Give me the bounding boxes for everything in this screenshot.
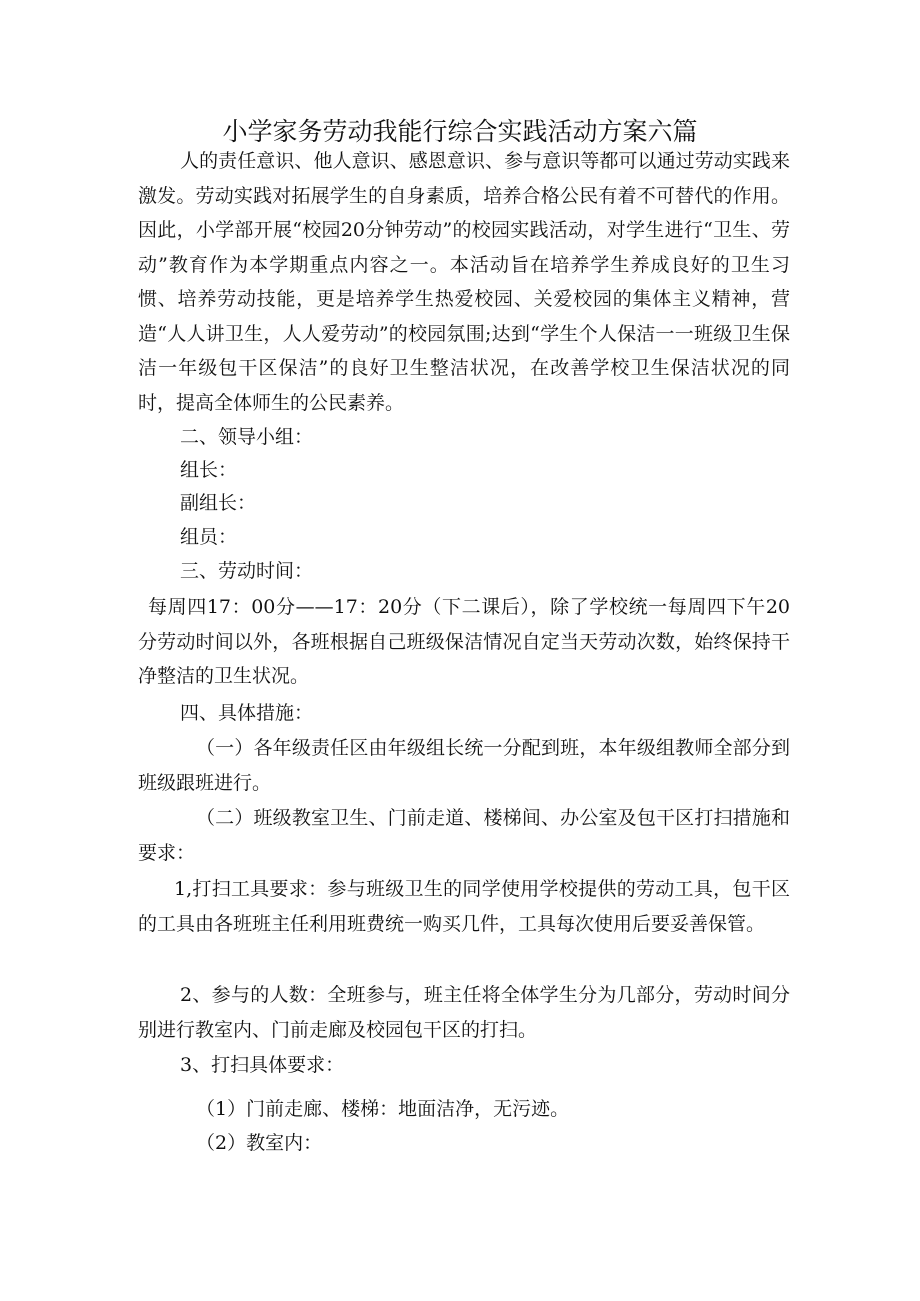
item-one-paragraph: 1,打扫工具要求：参与班级卫生的同学使用学校提供的劳动工具，包干区的工具由各班班主任利用班费统一购买几件，工具每次使用后要妥善保管。 xyxy=(138,878,790,935)
document-title: 小学家务劳动我能行综合实践活动方案六篇 xyxy=(222,117,698,146)
vice-leader-label: 副组长： xyxy=(180,492,257,514)
section-heading-time: 三、劳动时间： xyxy=(180,560,314,582)
item-two-paragraph: 2、参与的人数：全班参与，班主任将全体学生分为几部分，劳动时间分别进行教室内、门前走廊及校园包干区的打扫。 xyxy=(138,984,790,1041)
members-label: 组员： xyxy=(180,526,238,548)
measure-one-paragraph: （一）各年级责任区由年级组长统一分配到班，本年级组教师全部分到班级跟班进行。 xyxy=(138,737,790,794)
leader-label: 组长： xyxy=(180,459,238,481)
item-three-heading: 3、打扫具体要求： xyxy=(180,1054,345,1076)
section-heading-leadership: 二、领导小组： xyxy=(180,426,314,448)
measure-two-paragraph: （二）班级教室卫生、门前走道、楼梯间、办公室及包干区打扫措施和要求： xyxy=(138,807,790,864)
sub-item-one: （1）门前走廊、楼梯：地面洁净，无污迹。 xyxy=(196,1098,570,1120)
time-paragraph: 每周四17：00分——17：20分（下二课后），除了学校统一每周四下午20分劳动时间以外，各班根据自己班级保洁情况自定当天劳动次数，始终保持干净整洁的卫生状况。 xyxy=(138,596,790,687)
section-heading-measures: 四、具体措施： xyxy=(180,702,314,724)
sub-item-two: （2）教室内： xyxy=(196,1132,323,1154)
intro-paragraph: 人的责任意识、他人意识、感恩意识、参与意识等都可以通过劳动实践来激发。劳动实践对拓展学生的自身素质，培养合格公民有着不可替代的作用。因此，小学部开展“校园20分钟劳动”的校园实践活动，对学生进行“卫生、劳动”教育作为本学期重点内容之一。本活动旨在培养学生养成良好的卫生习惯、培养劳动技能，更是培养学生热爱校园、关爱校园的集体主义精神，营造“人人讲卫生，人人爱劳动”的校园氛围;达到“学生个人保洁一一班级卫生保洁一年级包干区保洁”的良好卫生整洁状况，在改善学校卫生保洁状况的同时，提高全体师生的公民素养。 xyxy=(138,150,790,414)
